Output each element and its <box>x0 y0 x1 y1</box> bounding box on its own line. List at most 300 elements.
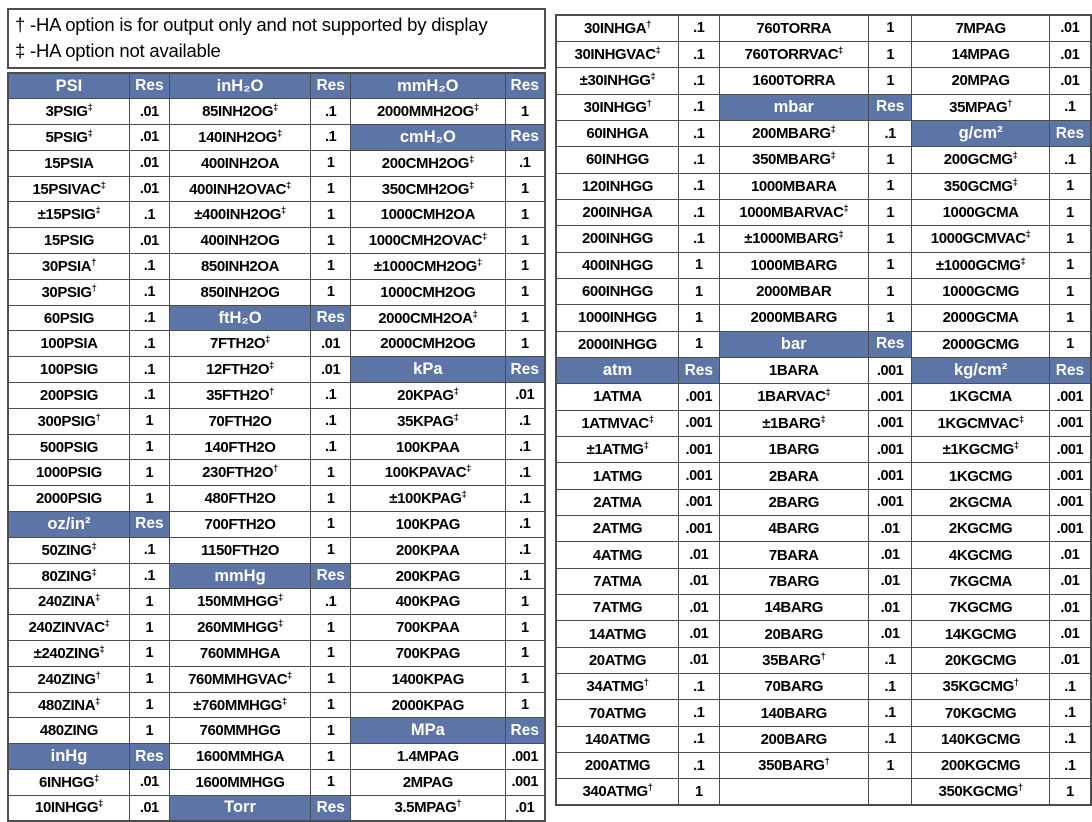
range-cell: 1000GCMVAC‡ <box>912 226 1049 252</box>
res-cell: .1 <box>868 726 912 752</box>
unit-header: inHg <box>8 744 129 770</box>
res-cell: 1 <box>311 744 351 770</box>
res-cell: .1 <box>129 202 169 228</box>
table-row <box>556 384 1091 410</box>
range-cell: 1KGCMVAC‡ <box>912 410 1049 436</box>
double-dagger-marker: ‡ <box>281 205 286 216</box>
table-row <box>556 595 1091 621</box>
range-cell: 2000GCMA <box>912 305 1049 331</box>
res-cell: 1 <box>129 460 169 486</box>
range-cell: 100KPAG <box>351 512 505 538</box>
res-cell: .1 <box>678 94 719 120</box>
res-cell: 1 <box>868 68 912 94</box>
table-row <box>8 486 545 512</box>
unit-header: mbar <box>719 94 868 120</box>
table-row <box>8 305 545 331</box>
range-cell: 1000GCMA <box>912 199 1049 225</box>
table-row <box>8 331 545 357</box>
res-cell: .001 <box>1049 437 1091 463</box>
res-cell: .01 <box>1049 621 1091 647</box>
res-cell: .001 <box>678 410 719 436</box>
res-cell: .001 <box>868 357 912 383</box>
range-cell: 200MBARG‡ <box>719 120 868 146</box>
res-cell: .01 <box>1049 15 1091 41</box>
res-cell: .01 <box>868 542 912 568</box>
range-cell: 100PSIG <box>8 357 129 383</box>
res-cell: .01 <box>868 595 912 621</box>
double-dagger-marker: ‡ <box>825 387 831 398</box>
res-cell: .01 <box>505 383 545 409</box>
res-header: Res <box>311 305 351 331</box>
range-cell: 70FTH2O <box>169 408 310 434</box>
dagger-marker: † <box>1013 677 1019 688</box>
range-cell: 4KGCMG <box>912 542 1049 568</box>
range-cell: 30INHGG† <box>556 94 678 120</box>
dagger-marker: † <box>91 256 96 267</box>
dagger-marker: † <box>646 18 651 29</box>
res-cell: .01 <box>868 516 912 542</box>
res-cell: 1 <box>129 434 169 460</box>
res-cell: 1 <box>505 99 545 125</box>
res-cell: 1 <box>311 512 351 538</box>
range-cell: 480FTH2O <box>169 486 310 512</box>
res-cell: .001 <box>868 384 912 410</box>
res-cell: .01 <box>678 542 719 568</box>
res-cell: .1 <box>678 120 719 146</box>
range-cell: 60INHGG <box>556 147 678 173</box>
range-cell: 60INHGA <box>556 120 678 146</box>
res-cell: 1 <box>505 202 545 228</box>
res-cell: 1 <box>1049 331 1091 357</box>
range-cell: 14ATMG <box>556 621 678 647</box>
res-header: Res <box>311 563 351 589</box>
range-cell: 100KPAVAC‡ <box>351 460 505 486</box>
res-cell: .1 <box>678 41 719 67</box>
res-cell: .001 <box>678 437 719 463</box>
range-cell: 760MMHGVAC‡ <box>169 666 310 692</box>
range-cell: 35KPAG‡ <box>351 408 505 434</box>
table-row <box>556 621 1091 647</box>
table-row <box>556 516 1091 542</box>
range-cell: ±1000GCMG‡ <box>912 252 1049 278</box>
double-dagger-marker: ‡ <box>650 71 656 82</box>
range-cell: 3.5MPAG† <box>351 795 505 821</box>
range-cell: 2000MMH2OG‡ <box>351 99 505 125</box>
res-cell: .1 <box>868 120 912 146</box>
table-row <box>556 252 1091 278</box>
unit-header: bar <box>719 331 868 357</box>
res-cell: 1 <box>505 641 545 667</box>
double-dagger-marker: ‡ <box>838 45 843 56</box>
range-cell: 400INH2OVAC‡ <box>169 176 310 202</box>
range-cell: 4ATMG <box>556 542 678 568</box>
table-row <box>556 41 1091 67</box>
footnote-box <box>7 8 546 69</box>
range-cell: 70KGCMG <box>912 700 1049 726</box>
res-cell: .1 <box>129 537 169 563</box>
res-cell: 1 <box>311 641 351 667</box>
res-cell: .1 <box>505 408 545 434</box>
res-cell: 1 <box>311 176 351 202</box>
range-cell: 1000GCMG <box>912 278 1049 304</box>
range-cell: 1000MBARG <box>719 252 868 278</box>
range-cell: 3PSIG‡ <box>8 99 129 125</box>
table-row <box>8 795 545 821</box>
range-cell: 1000CMH2OG <box>351 279 505 305</box>
res-header: Res <box>868 94 912 120</box>
res-cell: .001 <box>678 463 719 489</box>
table-row <box>556 753 1091 779</box>
res-cell: .1 <box>129 357 169 383</box>
double-dagger-marker: ‡ <box>100 179 106 190</box>
res-header: Res <box>505 718 545 744</box>
range-cell: 2000CMH2OG <box>351 331 505 357</box>
range-cell: 2000GCMG <box>912 331 1049 357</box>
res-cell: 1 <box>505 254 545 280</box>
res-cell: .1 <box>1049 753 1091 779</box>
res-cell: 1 <box>505 305 545 331</box>
res-cell: .1 <box>678 199 719 225</box>
res-cell: .001 <box>678 384 719 410</box>
res-cell: .01 <box>1049 41 1091 67</box>
res-header: Res <box>1049 120 1091 146</box>
range-cell: 2000KPAG <box>351 692 505 718</box>
range-cell: 35FTH2O† <box>169 383 310 409</box>
res-header: Res <box>129 73 169 99</box>
res-cell: 1 <box>868 226 912 252</box>
range-cell: ±1000MBARG‡ <box>719 226 868 252</box>
range-cell: 1ATMG <box>556 463 678 489</box>
res-cell: .01 <box>1049 542 1091 568</box>
pressure-table-right <box>555 14 1092 806</box>
range-cell: ±100KPAG‡ <box>351 486 505 512</box>
res-cell: .1 <box>868 647 912 673</box>
res-cell: 1 <box>129 718 169 744</box>
res-cell: .001 <box>505 770 545 796</box>
dagger-marker: † <box>95 411 101 422</box>
range-cell: 7MPAG <box>912 15 1049 41</box>
range-cell: 14KGCMG <box>912 621 1049 647</box>
double-dagger-marker: ‡ <box>453 385 459 396</box>
res-cell: .01 <box>678 621 719 647</box>
range-cell: ±400INH2OG‡ <box>169 202 310 228</box>
double-dagger-marker: ‡ <box>648 413 654 424</box>
res-cell: .1 <box>129 254 169 280</box>
res-cell: .001 <box>868 410 912 436</box>
table-row <box>556 568 1091 594</box>
table-row <box>8 537 545 563</box>
res-cell: .1 <box>1049 94 1091 120</box>
table-row <box>8 228 545 254</box>
table-row <box>556 647 1091 673</box>
range-cell: 1400KPAG <box>351 666 505 692</box>
dagger-marker: † <box>820 650 826 661</box>
range-cell: 20ATMG <box>556 647 678 673</box>
table-row <box>8 718 545 744</box>
table-row <box>556 94 1091 120</box>
range-cell: 70BARG <box>719 674 868 700</box>
res-cell: .001 <box>1049 463 1091 489</box>
range-cell: 200KGCMG <box>912 753 1049 779</box>
unit-header: mmHg <box>169 563 310 589</box>
res-cell: .001 <box>868 437 912 463</box>
res-header: Res <box>129 744 169 770</box>
res-cell: .001 <box>868 489 912 515</box>
range-cell: ±1000CMH2OG‡ <box>351 254 505 280</box>
range-cell: 140INH2OG‡ <box>169 125 310 151</box>
res-cell: .001 <box>868 463 912 489</box>
res-cell: 1 <box>505 666 545 692</box>
double-dagger-marker: ‡ <box>830 124 836 135</box>
double-dagger-marker: ‡ <box>269 360 274 371</box>
res-header: Res <box>1049 357 1091 383</box>
range-cell: 14BARG <box>719 595 868 621</box>
table-row <box>556 68 1091 94</box>
res-cell: .001 <box>1049 516 1091 542</box>
range-cell: 350KGCMG† <box>912 779 1049 805</box>
res-cell: .001 <box>505 744 545 770</box>
table-row <box>8 125 545 151</box>
res-cell: .01 <box>129 770 169 796</box>
pressure-table-left <box>7 72 546 822</box>
range-cell: 2KGCMG <box>912 516 1049 542</box>
range-cell: 20KGCMG <box>912 647 1049 673</box>
range-cell: 350GCMG‡ <box>912 173 1049 199</box>
table-row <box>8 254 545 280</box>
res-cell: .1 <box>868 674 912 700</box>
res-cell: 1 <box>505 279 545 305</box>
unit-header: Torr <box>169 795 310 821</box>
double-dagger-marker: ‡ <box>1012 176 1018 187</box>
res-cell: 1 <box>311 718 351 744</box>
range-cell: 7ATMA <box>556 568 678 594</box>
unit-header: ftH₂O <box>169 305 310 331</box>
range-cell: 15PSIVAC‡ <box>8 176 129 202</box>
range-cell: 30PSIG† <box>8 279 129 305</box>
res-cell: 1 <box>505 692 545 718</box>
range-cell: 100KPAA <box>351 434 505 460</box>
res-cell: .01 <box>129 795 169 821</box>
range-cell: 1.4MPAG <box>351 744 505 770</box>
double-dagger-marker: ‡ <box>282 695 287 706</box>
range-cell: 760MMHGA <box>169 641 310 667</box>
range-cell: 140FTH2O <box>169 434 310 460</box>
res-cell: .01 <box>1049 647 1091 673</box>
res-cell: .01 <box>1049 568 1091 594</box>
res-cell: .1 <box>129 331 169 357</box>
range-cell: 2BARA <box>719 463 868 489</box>
table-row <box>8 666 545 692</box>
range-cell: 480ZINA‡ <box>8 692 129 718</box>
res-cell: 1 <box>868 15 912 41</box>
range-cell: 1BARG <box>719 437 868 463</box>
range-cell: 200PSIG <box>8 383 129 409</box>
range-cell: 1BARVAC‡ <box>719 384 868 410</box>
res-cell: 1 <box>311 460 351 486</box>
res-cell: 1 <box>311 150 351 176</box>
res-cell: .001 <box>1049 384 1091 410</box>
range-cell: 400KPAG <box>351 589 505 615</box>
double-dagger-marker: ‡ <box>469 179 474 190</box>
table-row <box>556 700 1091 726</box>
range-cell: 140BARG <box>719 700 868 726</box>
dagger-marker: † <box>647 782 653 793</box>
double-dagger-marker: ‡ <box>87 102 93 113</box>
table-row <box>8 460 545 486</box>
double-dagger-marker: ‡ <box>94 772 99 783</box>
table-row <box>556 779 1091 805</box>
res-cell: 1 <box>1049 199 1091 225</box>
res-cell: .01 <box>129 228 169 254</box>
range-cell: 200KPAG <box>351 563 505 589</box>
range-cell: 1KGCMG <box>912 463 1049 489</box>
range-cell: 14MPAG <box>912 41 1049 67</box>
res-cell: .1 <box>678 15 719 41</box>
res-cell: 1 <box>678 278 719 304</box>
res-cell: .01 <box>1049 68 1091 94</box>
double-dagger-marker: ‡ <box>1012 150 1018 161</box>
table-row <box>8 641 545 667</box>
table-row <box>556 120 1091 146</box>
res-cell: 1 <box>868 147 912 173</box>
res-cell: .01 <box>129 176 169 202</box>
res-cell: .1 <box>1049 147 1091 173</box>
double-dagger-marker: ‡ <box>461 489 467 500</box>
table-row <box>8 73 545 99</box>
double-dagger-marker: ‡ <box>273 102 278 113</box>
range-cell: 1600MMHGA <box>169 744 310 770</box>
double-dagger-marker: ‡ <box>98 798 103 809</box>
res-cell: 1 <box>129 641 169 667</box>
double-dagger-marker: ‡ <box>655 45 661 56</box>
res-cell: .01 <box>129 99 169 125</box>
res-cell: .01 <box>505 795 545 821</box>
range-cell: 400INH2OG <box>169 228 310 254</box>
res-cell: 1 <box>868 278 912 304</box>
table-row <box>8 563 545 589</box>
res-cell: .001 <box>1049 489 1091 515</box>
res-header: Res <box>311 73 351 99</box>
res-cell: 1 <box>311 692 351 718</box>
range-cell: 2000CMH2OA‡ <box>351 305 505 331</box>
table-row <box>556 437 1091 463</box>
range-cell: 140KGCMG <box>912 726 1049 752</box>
table-row <box>556 489 1091 515</box>
range-cell: 50ZING‡ <box>8 537 129 563</box>
res-cell: 1 <box>868 41 912 67</box>
range-cell: 5PSIG‡ <box>8 125 129 151</box>
range-cell: 700KPAG <box>351 641 505 667</box>
res-cell: .001 <box>678 516 719 542</box>
res-cell: .1 <box>678 726 719 752</box>
res-cell: 1 <box>311 770 351 796</box>
res-cell: 1 <box>868 252 912 278</box>
table-row <box>556 278 1091 304</box>
double-dagger-marker: ‡ <box>1020 255 1026 266</box>
res-cell: 1 <box>1049 252 1091 278</box>
res-cell: 1 <box>129 692 169 718</box>
double-dagger-marker: ‡ <box>643 440 649 451</box>
range-cell: ±1KGCMG‡ <box>912 437 1049 463</box>
double-dagger-marker: ‡ <box>838 229 844 240</box>
range-cell: 4BARG <box>719 516 868 542</box>
double-dagger-marker: ‡ <box>830 150 836 161</box>
range-cell: 2MPAG <box>351 770 505 796</box>
unit-header: oz/in² <box>8 512 129 538</box>
res-cell: .1 <box>678 674 719 700</box>
res-header: Res <box>678 357 719 383</box>
double-dagger-marker: ‡ <box>286 179 291 190</box>
table-row <box>8 589 545 615</box>
res-cell: 1 <box>505 615 545 641</box>
res-cell: 1 <box>311 228 351 254</box>
double-dagger-marker: ‡ <box>91 566 97 577</box>
range-cell: 1000MBARVAC‡ <box>719 199 868 225</box>
range-cell: 30INHGA† <box>556 15 678 41</box>
res-cell: 1 <box>505 176 545 202</box>
range-cell: 150MMHGG‡ <box>169 589 310 615</box>
double-dagger-marker: ‡ <box>820 413 826 424</box>
table-row <box>556 674 1091 700</box>
double-dagger-marker: ‡ <box>99 643 105 654</box>
range-cell: 1000MBARA <box>719 173 868 199</box>
double-dagger-marker: ‡ <box>482 231 487 242</box>
range-cell: 1BARA <box>719 357 868 383</box>
range-cell: 2BARG <box>719 489 868 515</box>
dagger-marker: † <box>91 282 97 293</box>
res-cell: .1 <box>678 147 719 173</box>
res-cell: .001 <box>678 489 719 515</box>
dagger-marker: † <box>95 669 101 680</box>
res-cell: 1 <box>505 228 545 254</box>
res-cell: 1 <box>678 331 719 357</box>
range-cell: 35BARG† <box>719 647 868 673</box>
range-cell: 34ATMG† <box>556 674 678 700</box>
right-column <box>555 14 1092 822</box>
res-cell: .1 <box>129 305 169 331</box>
range-cell: 350CMH2OG‡ <box>351 176 505 202</box>
range-cell: 1ATMVAC‡ <box>556 410 678 436</box>
range-cell: 1150FTH2O <box>169 537 310 563</box>
range-cell: 600INHGG <box>556 278 678 304</box>
range-cell: 35MPAG† <box>912 94 1049 120</box>
range-cell: 2000PSIG <box>8 486 129 512</box>
res-header: Res <box>505 357 545 383</box>
range-cell: 200CMH2OG‡ <box>351 150 505 176</box>
unit-header: atm <box>556 357 678 383</box>
table-row <box>8 150 545 176</box>
range-cell: 700KPAA <box>351 615 505 641</box>
range-cell: 20MPAG <box>912 68 1049 94</box>
range-cell: 240ZINVAC‡ <box>8 615 129 641</box>
range-cell: 200GCMG‡ <box>912 147 1049 173</box>
range-cell: 850INH2OG <box>169 279 310 305</box>
res-cell: 1 <box>868 753 912 779</box>
range-cell: 240ZINA‡ <box>8 589 129 615</box>
res-cell: 1 <box>129 615 169 641</box>
res-cell: .1 <box>311 383 351 409</box>
range-cell: 6INHGG‡ <box>8 770 129 796</box>
range-cell: 260MMHGG‡ <box>169 615 310 641</box>
range-cell: 760TORRVAC‡ <box>719 41 868 67</box>
double-dagger-marker: ‡ <box>277 127 282 138</box>
range-cell: 7BARG <box>719 568 868 594</box>
dagger-marker: † <box>273 463 278 474</box>
range-cell: 20KPAG‡ <box>351 383 505 409</box>
table-row <box>8 383 545 409</box>
res-cell: 1 <box>678 305 719 331</box>
range-cell: 850INH2OA <box>169 254 310 280</box>
